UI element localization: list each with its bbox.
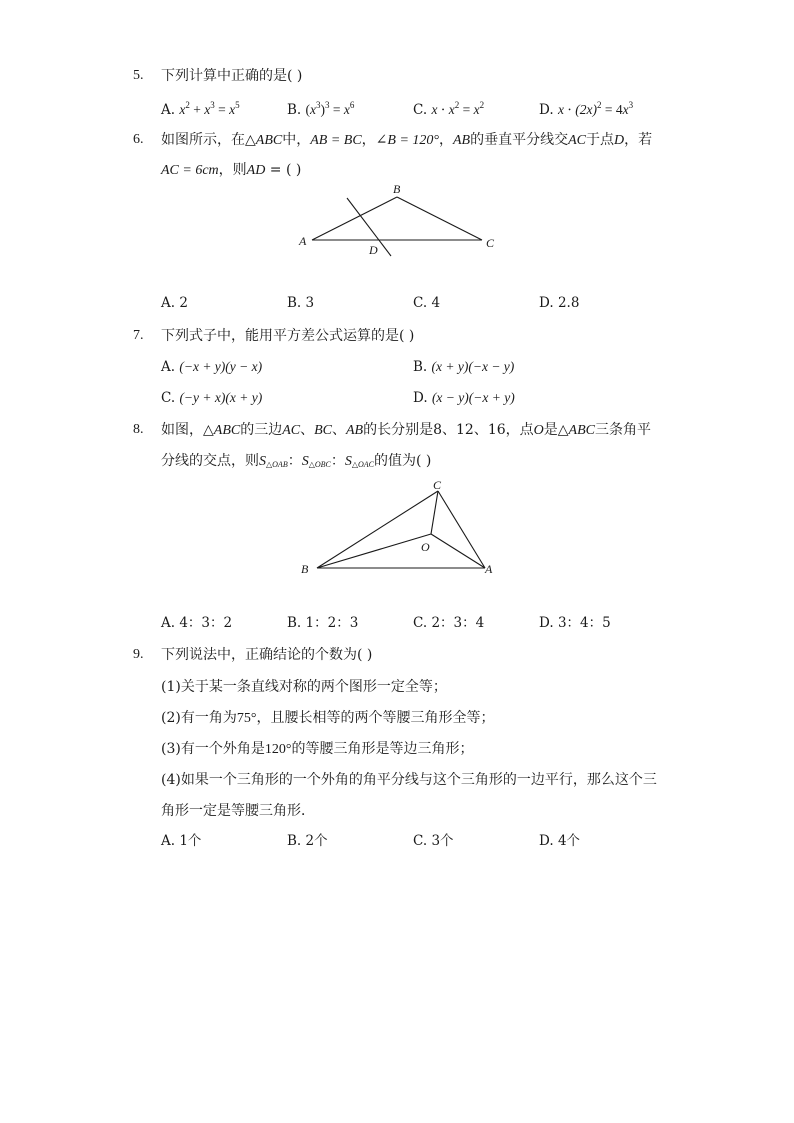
q8-option-c[interactable]: C. 2：3：4 bbox=[413, 615, 485, 631]
q8-option-b[interactable]: B. 1：2：3 bbox=[287, 615, 359, 631]
option-letter: A. bbox=[161, 102, 176, 118]
q8-number: 8. bbox=[133, 422, 144, 437]
q7-stem: 下列式子中，能用平方差公式运算的是( ) bbox=[161, 328, 415, 344]
q6-option-b[interactable]: B. 3 bbox=[287, 295, 315, 311]
q9-option-a[interactable]: A. 1个 bbox=[161, 833, 202, 849]
label-c: C bbox=[486, 236, 495, 250]
q5-number: 5. bbox=[133, 68, 144, 83]
segment-ca bbox=[438, 491, 485, 568]
q5-option-d[interactable] bbox=[539, 101, 633, 118]
option-math: $(x^3)^3 = x^6$ bbox=[305, 100, 355, 117]
label-a: A bbox=[485, 562, 493, 576]
q6-stem-line2: AC = 6cm，则AD = ( ) bbox=[161, 162, 302, 178]
q5-stem: 下列计算中正确的是( ) bbox=[161, 68, 303, 84]
q6-number: 6. bbox=[133, 132, 144, 147]
q7-option-a[interactable]: A. (−x + y)(y − x) bbox=[161, 359, 263, 375]
label-d: D bbox=[369, 243, 378, 257]
q6-option-a[interactable]: A. 2 bbox=[161, 295, 188, 311]
q9-option-d[interactable]: D. 4个 bbox=[539, 833, 581, 849]
label-o: O bbox=[421, 540, 430, 554]
segment-bc bbox=[397, 197, 482, 240]
option-letter: B. bbox=[287, 102, 302, 118]
option-letter: C. bbox=[413, 102, 428, 118]
q9-statement-2: (2)有一角为75°，且腰长相等的两个等腰三角形全等； bbox=[161, 710, 495, 726]
option-math: $x \cdot x^2 = x^2$ bbox=[431, 100, 485, 117]
q9-option-b[interactable]: B. 2个 bbox=[287, 833, 328, 849]
q6-option-d[interactable]: D. 2.8 bbox=[539, 295, 580, 311]
q9-option-c[interactable]: C. 3个 bbox=[413, 833, 454, 849]
label-b: B bbox=[393, 182, 401, 196]
q8-option-d[interactable]: D. 3：4：5 bbox=[539, 615, 611, 631]
segment-oa bbox=[431, 534, 485, 568]
q9-statement-3: (3)有一个外角是120°的等腰三角形是等边三角形； bbox=[161, 741, 474, 757]
segment-oc bbox=[431, 491, 438, 534]
option-math: $x^2 + x^3 = x^5$ bbox=[179, 100, 240, 117]
label-a: A bbox=[299, 234, 307, 248]
q6-stem-line1: 如图所示，在△ABC中，AB = BC，∠B = 120°，AB的垂直平分线交AC于点D，若 bbox=[161, 132, 653, 148]
segment-bc bbox=[317, 491, 438, 568]
q9-statement-4-line1: (4)如果一个三角形的一个外角的角平分线与这个三角形的一边平行，那么这个三 bbox=[161, 772, 657, 788]
segment-bo bbox=[317, 534, 431, 568]
q9-number: 9. bbox=[133, 647, 144, 662]
q5-option-b[interactable] bbox=[287, 101, 354, 118]
q9-stem: 下列说法中，正确结论的个数为( ) bbox=[161, 647, 373, 663]
label-b: B bbox=[301, 562, 309, 576]
q7-option-d[interactable]: D. (x − y)(−x + y) bbox=[413, 390, 515, 406]
q7-option-c[interactable]: C. (−y + x)(x + y) bbox=[161, 390, 263, 406]
q8-stem-line1: 如图，△ABC的三边AC、BC、AB的长分别是8、12、16，点O是△ABC三条角平 bbox=[161, 422, 651, 438]
q7-number: 7. bbox=[133, 328, 144, 343]
q9-statement-1: (1)关于某一条直线对称的两个图形一定全等； bbox=[161, 679, 447, 695]
q8-stem-line2: 分线的交点，则$S_{\triangle OAB}$：$S_{\triangle OBC}$：$S_{\triangle OAC}$的值为( ) bbox=[161, 453, 432, 469]
option-math: $x \cdot (2x)^2 = 4x^3$ bbox=[557, 100, 634, 117]
q5-option-a[interactable] bbox=[161, 101, 240, 118]
q5-option-c[interactable] bbox=[413, 101, 484, 118]
label-c: C bbox=[433, 478, 442, 492]
q8-triangle-figure bbox=[292, 474, 502, 580]
segment-ab bbox=[312, 197, 397, 240]
q6-option-c[interactable]: C. 4 bbox=[413, 295, 441, 311]
q8-option-a[interactable]: A. 4：3：2 bbox=[161, 615, 233, 631]
option-letter: D. bbox=[539, 102, 554, 118]
q7-option-b[interactable]: B. (x + y)(−x − y) bbox=[413, 359, 515, 375]
q6-triangle-figure bbox=[290, 180, 500, 262]
q9-statement-4-line2: 角形一定是等腰三角形． bbox=[161, 803, 315, 819]
